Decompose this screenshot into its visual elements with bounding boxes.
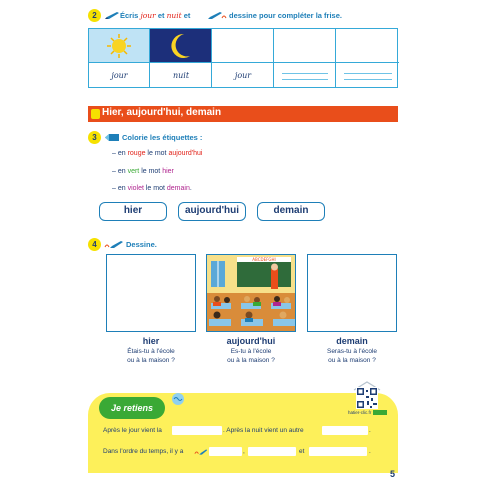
exercise-4-instruction: Dessine.: [126, 240, 157, 249]
rule-text: – en: [112, 168, 128, 175]
tag-hier[interactable]: hier: [99, 202, 167, 221]
frieze-label-jour: jour: [111, 71, 128, 80]
page-number: 5: [390, 469, 396, 479]
drawing-box-hier[interactable]: [106, 254, 196, 332]
frieze-label-cell[interactable]: [336, 63, 399, 88]
exercise-2-number: 2: [88, 9, 101, 22]
tag-demain[interactable]: demain: [257, 202, 325, 221]
draw-pencil-icon: [104, 240, 124, 249]
blank-field[interactable]: [248, 447, 296, 456]
frieze-label-nuit: nuit: [172, 71, 190, 80]
qr-caption-text: hatier-clic.fr: [348, 410, 372, 415]
moon-icon: [150, 29, 212, 63]
caption-hier-question: [101, 347, 201, 365]
exercise-2-instruction: [120, 11, 190, 20]
drawing-box-demain[interactable]: [307, 254, 397, 332]
writing-line: [344, 79, 392, 80]
rule-text: le mot: [145, 150, 169, 157]
frieze-cell-day: [89, 29, 150, 63]
frieze-label-cell[interactable]: [274, 63, 336, 88]
instr-text: et: [183, 11, 191, 20]
caption-demain-title: demain: [336, 336, 368, 346]
retiens-line-1-end: .: [369, 427, 371, 434]
je-retiens-badge: Je retiens: [99, 397, 165, 419]
retiens-line-2-comma: ,: [243, 448, 245, 455]
exercise-3-instruction: Colorie les étiquettes :: [122, 133, 203, 142]
target-word: demain: [166, 185, 190, 192]
writing-line: [282, 79, 328, 80]
frieze-cell-empty[interactable]: [274, 29, 336, 63]
retiens-line-1b: . Après la nuit vient un autre: [223, 427, 304, 434]
frieze-label-jour: jour: [234, 71, 252, 80]
classroom-image: [207, 255, 296, 332]
rule-text: – en: [112, 150, 128, 157]
section-header: [88, 106, 398, 122]
frieze-cell-night: [150, 29, 212, 63]
caption-aujourdhui-question: [201, 347, 301, 365]
frieze-cell-empty[interactable]: [336, 29, 399, 63]
caption-line: ou à la maison ?: [127, 357, 175, 364]
pencil-icon: [194, 447, 208, 456]
word-jour: jour: [140, 11, 156, 20]
target-word: aujourd'hui: [168, 150, 203, 157]
rule-text: – en: [112, 185, 128, 192]
instr-text: et: [157, 11, 165, 20]
color-rule-line: [112, 168, 174, 175]
exercise-2-instruction-end: dessine pour compléter la frise.: [229, 11, 342, 20]
caption-aujourdhui-title: aujourd'hui: [226, 336, 276, 346]
classroom-illustration: [206, 254, 296, 332]
instr-text: Écris: [120, 11, 139, 20]
caption-line: ou à la maison ?: [227, 357, 275, 364]
target-word: hier: [162, 168, 174, 175]
caption-hier-title: hier: [142, 336, 160, 346]
caption-line: Étais-tu à l'école: [127, 348, 175, 355]
draw-pencil-icon: [207, 11, 227, 20]
blank-field[interactable]: [309, 447, 367, 456]
caption-line: Seras-tu à l'école: [326, 348, 378, 355]
rule-text: .: [189, 185, 192, 192]
frieze-cell-empty[interactable]: [212, 29, 274, 63]
pencil-icon: [104, 11, 120, 20]
qr-badge-icon: [373, 410, 387, 415]
retiens-line-1a: Après le jour vient la: [103, 427, 162, 434]
retiens-line-2-end: .: [369, 448, 371, 455]
classroom-alphabet-banner: ABCDEFGHI: [252, 257, 276, 262]
writing-line: [282, 73, 328, 74]
section-marker-icon: [91, 109, 100, 119]
color-rule-line: [112, 185, 192, 192]
retiens-line-2a: Dans l'ordre du temps, il y a: [103, 448, 184, 455]
caption-line: ou à la maison ?: [328, 357, 376, 364]
tag-aujourdhui[interactable]: aujourd'hui: [178, 202, 246, 221]
section-title: Hier, aujourd'hui, demain: [102, 107, 222, 118]
caption-line: Es-tu à l'école: [230, 348, 272, 355]
blank-field[interactable]: [172, 426, 222, 435]
qr-caption: [348, 410, 398, 418]
color-rule-line: [112, 150, 202, 157]
color-word-violet: violet: [127, 185, 144, 192]
caption-demain-question: [302, 347, 402, 365]
color-word-red: rouge: [127, 150, 146, 157]
writing-line: [344, 73, 392, 74]
exercise-4-number: 4: [88, 238, 101, 251]
blank-field[interactable]: [322, 426, 368, 435]
rule-text: le mot: [143, 185, 167, 192]
crayon-icon: [104, 133, 120, 142]
retiens-line-2-et: et: [299, 448, 305, 455]
rule-text: le mot: [139, 168, 163, 175]
qr-code[interactable]: [356, 387, 378, 409]
frieze-table: [88, 28, 398, 88]
color-word-green: vert: [127, 168, 140, 175]
word-nuit: nuit: [166, 11, 182, 20]
brain-icon: [170, 392, 186, 406]
blank-field[interactable]: [209, 447, 242, 456]
exercise-3-number: 3: [88, 131, 101, 144]
sun-icon: [89, 29, 150, 63]
